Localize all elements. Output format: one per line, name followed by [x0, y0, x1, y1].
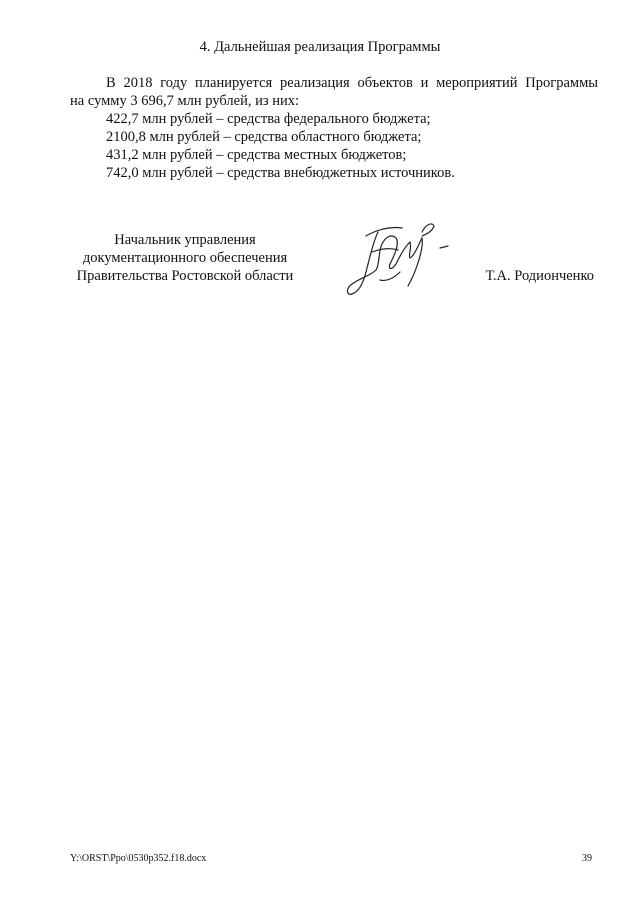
- intro-paragraph-line-1: В 2018 году планируется реализация объектов и мероприятий Программы: [106, 75, 598, 91]
- funding-item-extrabudgetary: 742,0 млн рублей – средства внебюджетных источников.: [106, 165, 455, 181]
- signatory-position-line-3: Правительства Ростовской области: [76, 268, 294, 284]
- signatory-position-line-2: документационного обеспечения: [82, 250, 288, 266]
- signatory-position: [70, 231, 300, 285]
- section-heading: 4. Дальнейшая реализация Программы: [199, 39, 441, 55]
- funding-item-federal: 422,7 млн рублей – средства федерального бюджета;: [106, 111, 431, 127]
- intro-paragraph-line-2: на сумму 3 696,7 млн рублей, из них:: [70, 93, 299, 109]
- funding-item-regional: 2100,8 млн рублей – средства областного бюджета;: [106, 129, 422, 145]
- handwritten-signature: [336, 212, 456, 304]
- funding-item-local: 431,2 млн рублей – средства местных бюджетов;: [106, 147, 407, 163]
- footer-file-path: Y:\ORST\Ppo\0530p352.f18.docx: [70, 853, 207, 864]
- funding-list: [106, 110, 598, 182]
- intro-paragraph: [70, 74, 598, 110]
- signatory-name: Т.А. Родионченко: [485, 268, 594, 284]
- signatory-position-line-1: Начальник управления: [114, 232, 256, 248]
- footer-page-number: 39: [582, 853, 592, 864]
